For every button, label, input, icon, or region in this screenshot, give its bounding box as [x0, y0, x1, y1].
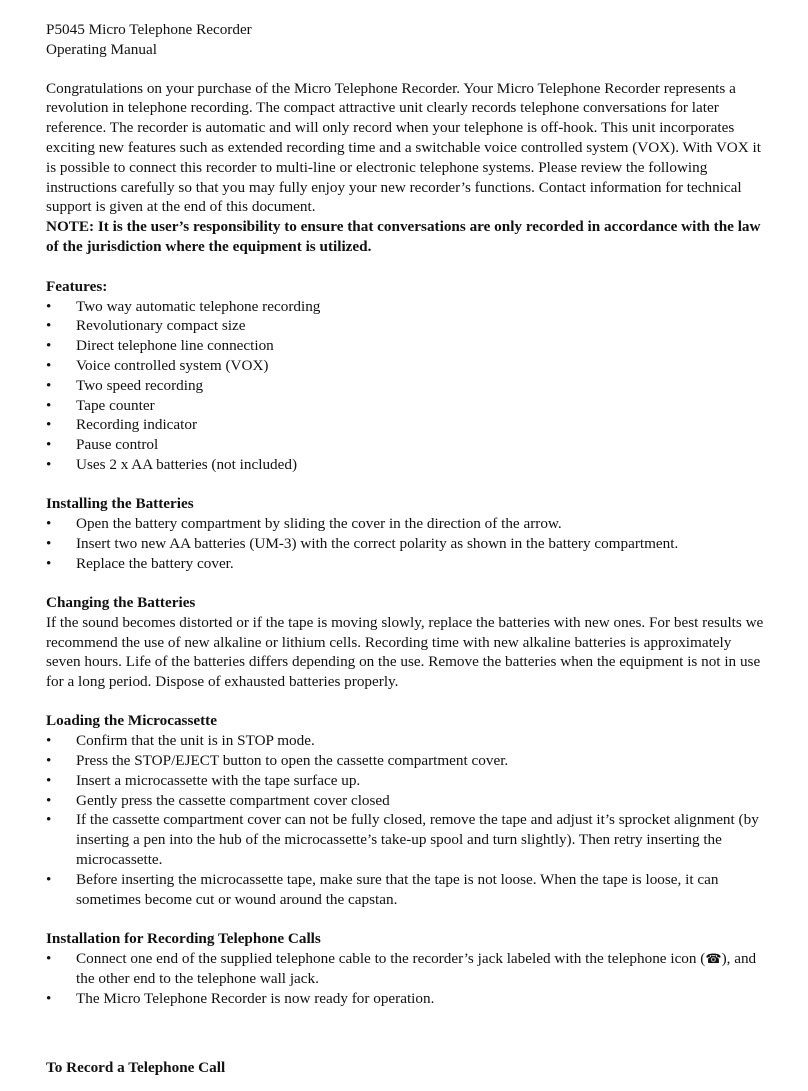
list-item: • Pause control — [46, 435, 768, 455]
list-item: • Uses 2 x AA batteries (not included) — [46, 455, 768, 475]
list-item — [46, 949, 768, 990]
list-item: • Recording indicator — [46, 415, 768, 435]
changing-batteries-paragraph: If the sound becomes distorted or if the tape is moving slowly, replace the batteries with new ones. For best results we recommend the use of new alkaline or lithium cells. Recording time with new alkaline batteries is approximately seven hours. Life of the batteries differs depending on the use. Remove the batteries when the equipment is not in use for a long period. Dispose of exhausted batteries properly. — [46, 613, 764, 691]
list-item: • Before inserting the microcassette tape, make sure that the tape is not loose. When the tape is loose, it can sometimes become cut or wound around the capstan. — [46, 870, 768, 910]
title-block — [46, 20, 768, 60]
changing-batteries-section — [46, 593, 768, 692]
installation-calls-list — [46, 949, 768, 1009]
list-item: • Open the battery compartment by sliding the cover in the direction of the arrow. — [46, 514, 768, 534]
list-item: • Direct telephone line connection — [46, 336, 768, 356]
loading-microcassette-section — [46, 711, 768, 909]
list-item: • Two speed recording — [46, 376, 768, 396]
features-list — [46, 297, 768, 475]
installing-batteries-section — [46, 494, 768, 573]
list-item: • The Micro Telephone Recorder is now ready for operation. — [46, 989, 768, 1009]
list-item: • Voice controlled system (VOX) — [46, 356, 768, 376]
telephone-icon: ☎ — [705, 951, 722, 967]
list-item: • Insert a microcassette with the tape surface up. — [46, 771, 768, 791]
features-section — [46, 277, 768, 475]
list-item: • Replace the battery cover. — [46, 554, 768, 574]
list-item: • Tape counter — [46, 396, 768, 416]
intro-section — [46, 79, 768, 257]
document-title: P5045 Micro Telephone Recorder — [46, 21, 252, 38]
list-item-text: ), and the other end to the telephone wall jack. — [76, 949, 757, 988]
installing-batteries-list — [46, 514, 768, 573]
section-spacer — [46, 1029, 768, 1058]
list-item: • Two way automatic telephone recording — [46, 297, 768, 317]
list-item-text: Connect one end of the supplied telephone cable to the recorder’s jack labeled with the telephone icon ( — [76, 949, 706, 967]
installing-batteries-heading: Installing the Batteries — [46, 495, 194, 513]
list-item: • Confirm that the unit is in STOP mode. — [46, 731, 768, 751]
list-item: • Gently press the cassette compartment cover closed — [46, 791, 768, 811]
changing-batteries-heading: Changing the Batteries — [46, 593, 196, 611]
installation-calls-section — [46, 929, 768, 1009]
loading-microcassette-list — [46, 731, 768, 909]
list-item: • Press the STOP/EJECT button to open the cassette compartment cover. — [46, 751, 768, 771]
record-call-heading: To Record a Telephone Call — [46, 1058, 226, 1076]
features-heading: Features: — [46, 277, 108, 295]
legal-note: NOTE: It is the user’s responsibility to ensure that conversations are only recorded in accordance with the law of the jurisdiction where the equipment is utilized. — [46, 218, 761, 255]
loading-microcassette-heading: Loading the Microcassette — [46, 712, 217, 730]
list-item: • If the cassette compartment cover can not be fully closed, remove the tape and adjust it’s sprocket alignment (by inserting a pen into the hub of the microcassette’s take-up spool and turn slightly). Then retry inserting the microcassette. — [46, 810, 768, 869]
document-subtitle: Operating Manual — [46, 40, 157, 58]
list-item: • Insert two new AA batteries (UM-3) with the correct polarity as shown in the battery compartment. — [46, 534, 768, 554]
installation-calls-heading: Installation for Recording Telephone Calls — [46, 929, 321, 947]
intro-paragraph: Congratulations on your purchase of the Micro Telephone Recorder. Your Micro Telephone Recorder represents a revolution in telephone recording. The compact attractive unit clearly records telephone conversations for later reference. The recorder is automatic and will only record when your telephone is off-hook. This unit incorporates exciting new features such as extended recording time and a switchable voice controlled system (VOX). With VOX it is possible to connect this recorder to multi-line or electronic telephone systems. Please review the following instructions carefully so that you may fully enjoy your new recorder’s functions. Contact information for technical support is given at the end of this document. — [46, 79, 761, 216]
list-item: • Revolutionary compact size — [46, 316, 768, 336]
